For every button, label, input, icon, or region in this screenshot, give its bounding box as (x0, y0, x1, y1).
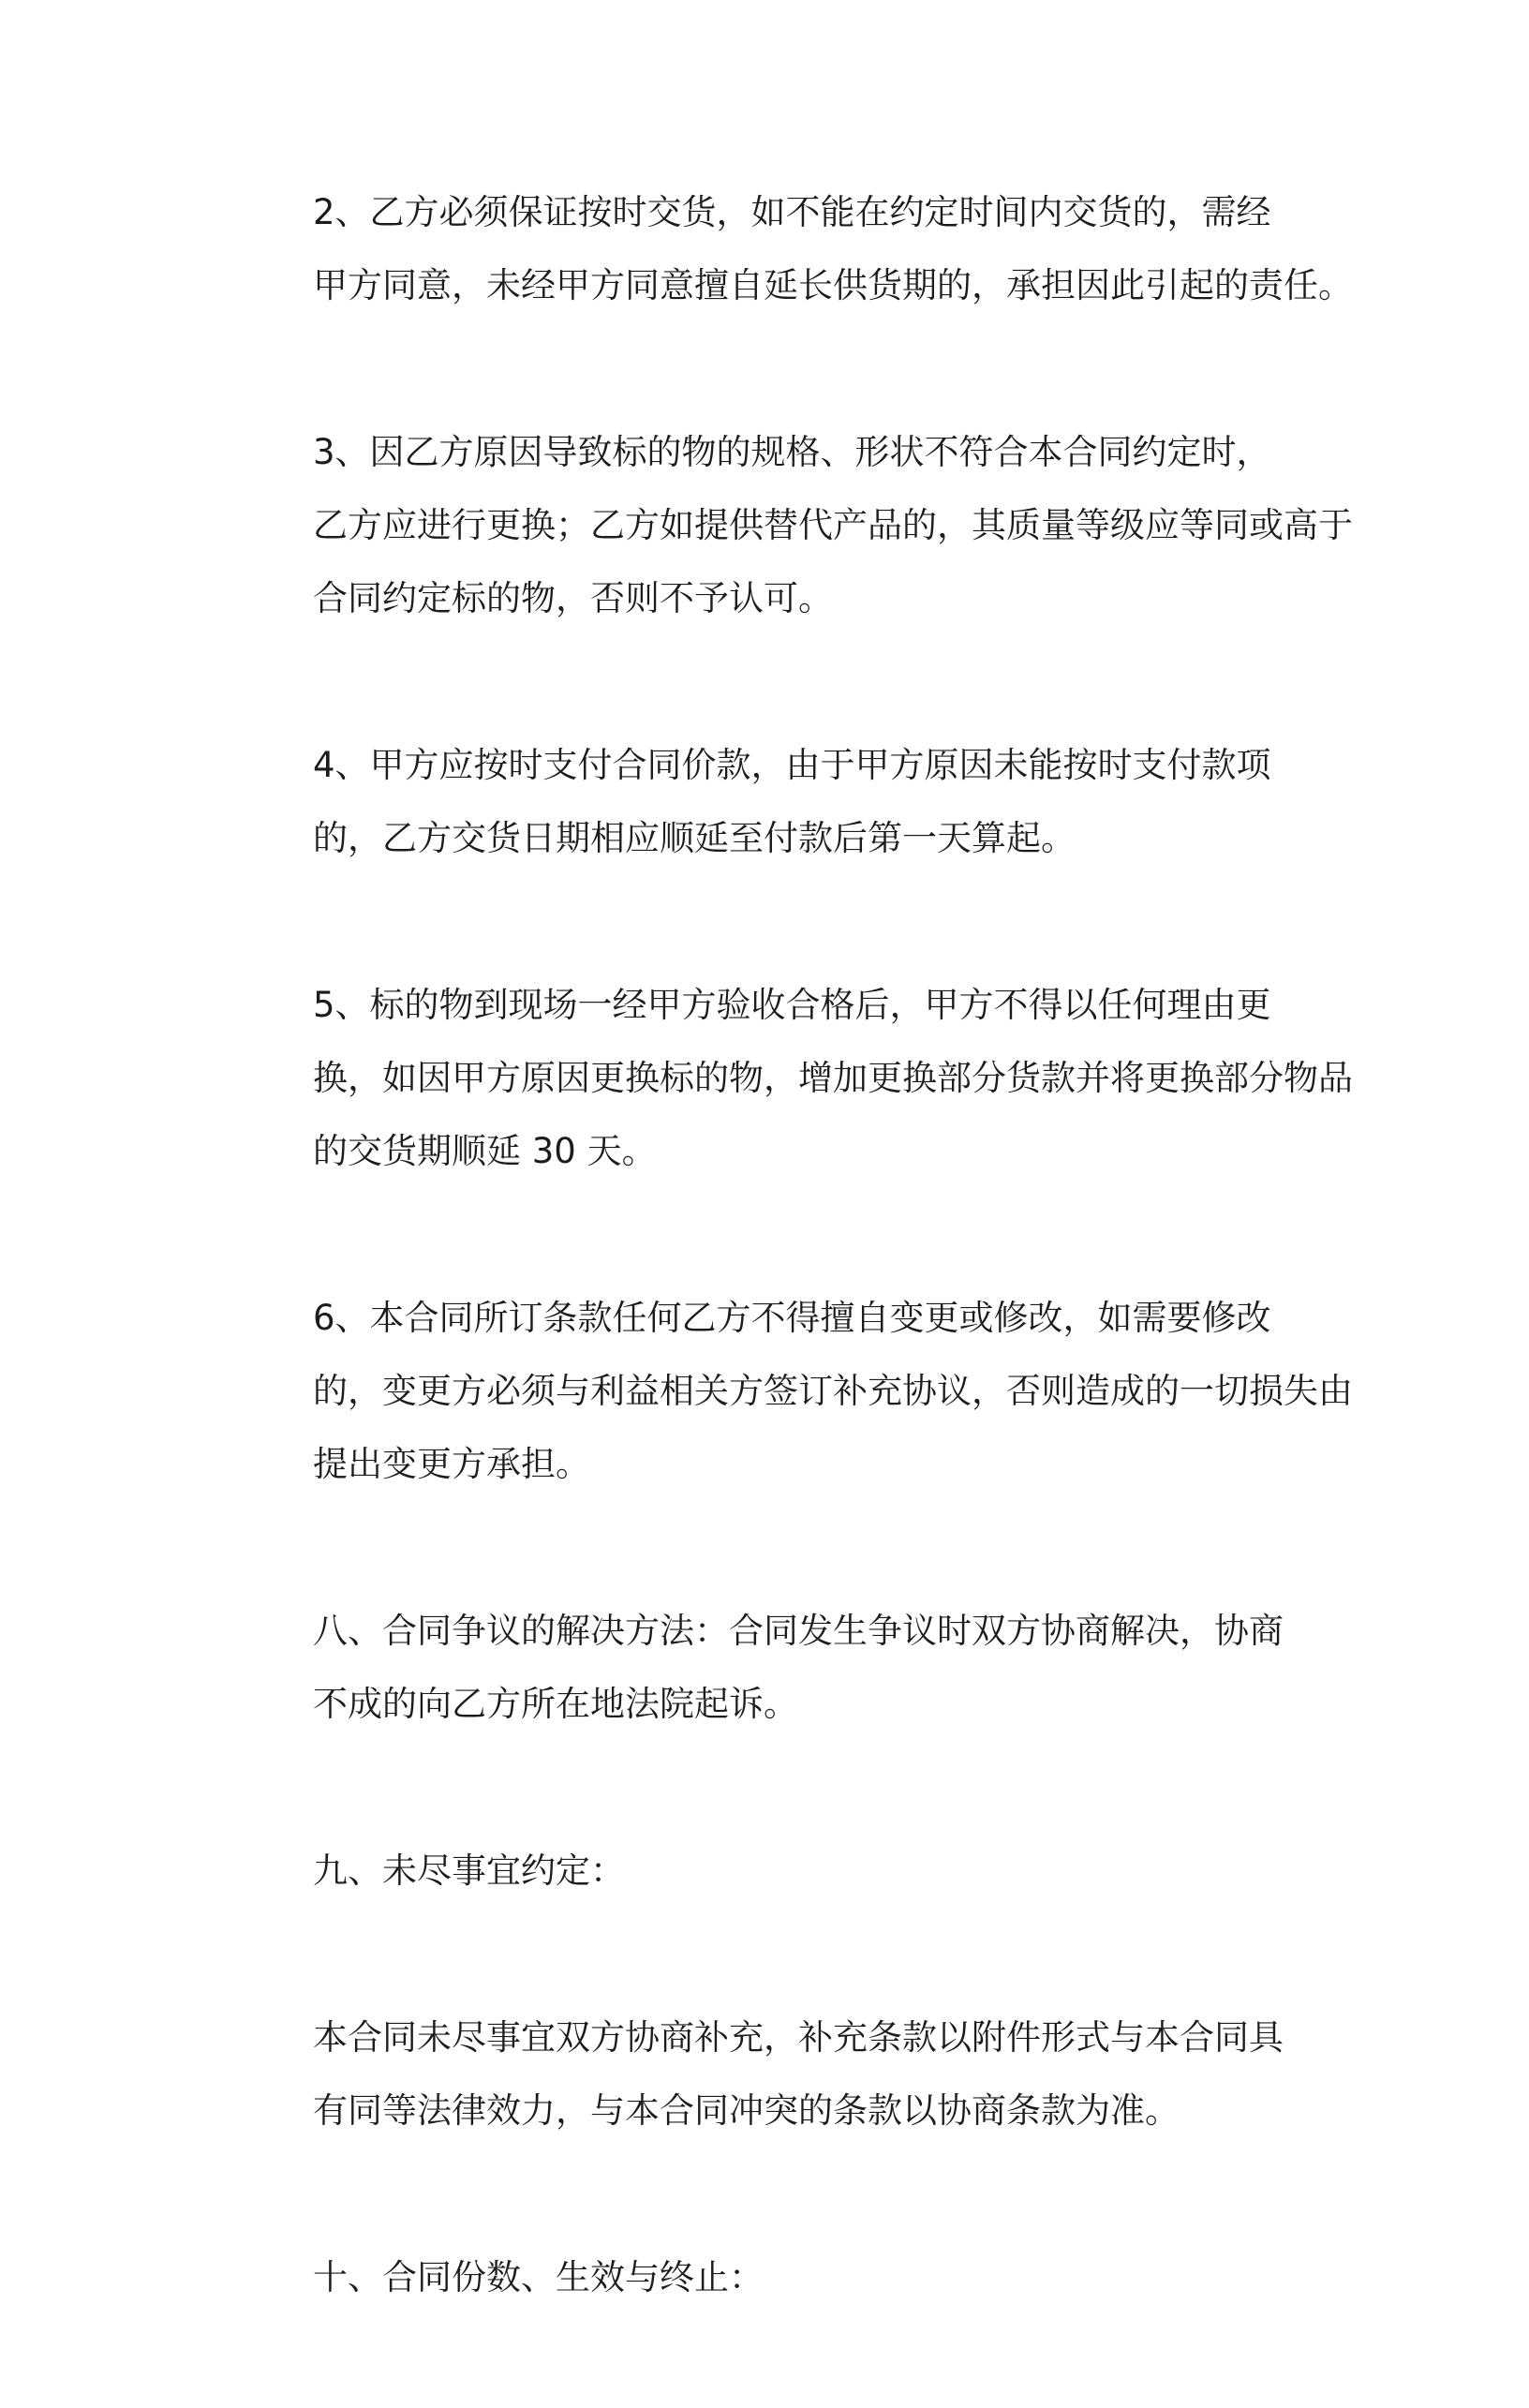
section-8-paragraph (225, 1595, 1284, 1741)
section-10-heading (225, 2241, 1284, 2314)
clause-3-paragraph (225, 416, 1353, 635)
section-9-heading (225, 1835, 1284, 1908)
paragraph-line: 九、未尽事宜约定： (313, 1851, 625, 1891)
paragraph-line: 的，变更方必须与利益相关方签订补充协议，否则造成的一切损失由 (313, 1371, 1353, 1411)
paragraph-line: 甲方同意，未经甲方同意擅自延长供货期的，承担因此引起的责任。 (313, 265, 1353, 305)
paragraph-line: 有同等法律效力，与本合同冲突的条款以协商条款为准。 (313, 2090, 1180, 2131)
paragraph-line: 4、甲方应按时支付合同价款，由于甲方原因未能按时支付款项 (313, 745, 1271, 785)
paragraph-line: 本合同未尽事宜双方协商补充，补充条款以附件形式与本合同具 (313, 2017, 1284, 2058)
paragraph-line: 八、合同争议的解决方法：合同发生争议时双方协商解决，协商 (313, 1611, 1284, 1651)
paragraph-line: 3、因乙方原因导致标的物的规格、形状不符合本合同约定时， (313, 432, 1271, 472)
document-body (225, 176, 1353, 2408)
paragraph-line: 6、本合同所订条款任何乙方不得擅自变更或修改，如需要修改 (313, 1298, 1271, 1338)
paragraph-line: 2、乙方必须保证按时交货，如不能在约定时间内交货的，需经 (313, 192, 1271, 232)
paragraph-line: 乙方应进行更换；乙方如提供替代产品的，其质量等级应等同或高于 (313, 505, 1353, 545)
clause-4-paragraph (225, 729, 1284, 875)
paragraph-line: 的交货期顺延 30 天。 (313, 1131, 657, 1171)
clause-5-paragraph (225, 969, 1353, 1188)
section-9-body-paragraph (225, 2001, 1284, 2148)
paragraph-line: 的，乙方交货日期相应顺延至付款后第一天算起。 (313, 818, 1076, 858)
paragraph-line: 十、合同份数、生效与终止： (313, 2257, 764, 2297)
paragraph-line: 换，如因甲方原因更换标的物，增加更换部分货款并将更换部分物品 (313, 1058, 1353, 1098)
paragraph-line: 合同约定标的物，否则不予认可。 (313, 578, 833, 618)
paragraph-line: 5、标的物到现场一经甲方验收合格后，甲方不得以任何理由更 (313, 985, 1271, 1025)
clause-6-paragraph (225, 1282, 1353, 1501)
clause-2-paragraph (225, 176, 1353, 322)
paragraph-line: 提出变更方承担。 (313, 1444, 590, 1484)
paragraph-line: 不成的向乙方所在地法院起诉。 (313, 1684, 798, 1724)
